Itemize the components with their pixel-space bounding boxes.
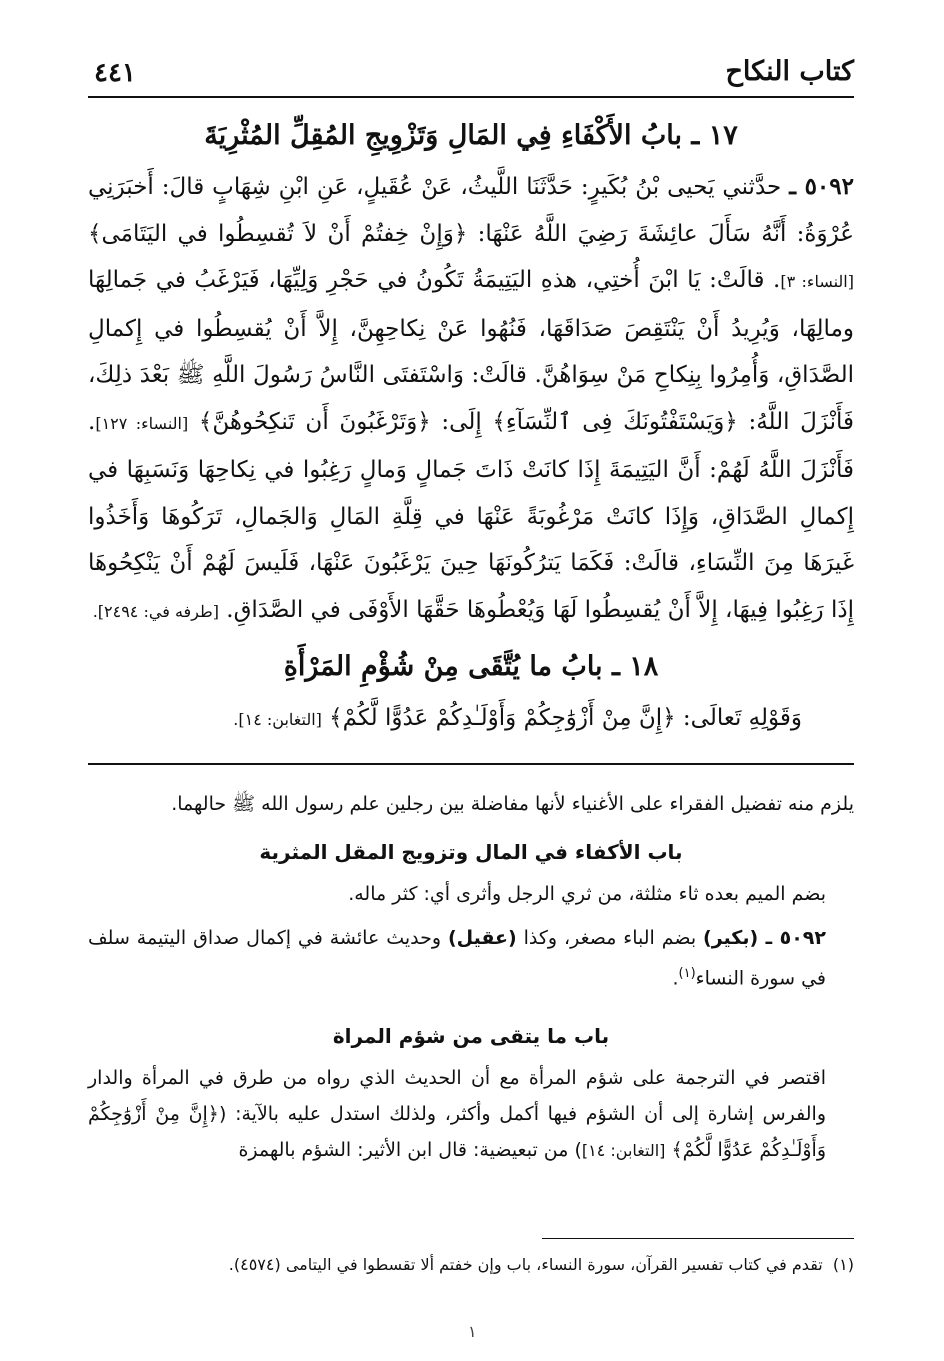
commentary xyxy=(88,786,854,1169)
narrator-bukayr: (بكير) xyxy=(703,927,759,949)
commentary-para-4-text-b: ) من تبعيضية: قال ابن الأثير: الشؤم بالهمزة xyxy=(238,1139,582,1162)
chapter-18-heading: ١٨ ـ بابُ ما يُتَّقَى مِنْ شُؤْمِ المَرْأَةِ xyxy=(283,651,659,682)
commentary-verse-ref: [التغابن: ١٤] xyxy=(581,1141,666,1161)
commentary-hadith-number: ٥٠٩٢ ـ xyxy=(758,927,826,949)
commentary-para-1: يلزم منه تفضيل الفقراء على الأغنياء لأنها مفاضلة بين رجلين علم رسول الله ﷺ حالهما. xyxy=(171,793,854,815)
page-number: ٤٤١ xyxy=(94,58,136,88)
verse-ref: [التغابن: ١٤]. xyxy=(233,710,322,729)
running-header xyxy=(88,52,854,98)
hadith-5092 xyxy=(88,164,854,635)
commentary-para-3: ٥٠٩٢ ـ (بكير) بضم الباء مصغر، وكذا (عقيل) وحديث عائشة في إكمال صداق اليتيمة سلف في سورة النساء$^{(١)}$. xyxy=(88,927,826,990)
main-text xyxy=(88,108,854,743)
hadith-text-c: . فَأَنْزَلَ اللَّهُ لَهُمْ: أَنَّ اليَتِيمَةَ إِذَا كانَتْ ذَاتَ جَمالٍ وَمالٍ رَغِبُوا في نِكاحِهَا وَنَسَبِهَا في إِكمالِ الصَّدَاقِ، وَإِذَا كانَتْ مَرْغُوبَةً عَنْهَا في قِلَّةِ المَالِ وَالجَمالِ، تَرَكُوهَا وَأَخَذُوا غَيرَهَا مِنَ النِّسَاءِ، قالَتْ: فَكَمَا يَترُكُونَهَا حِينَ يَرْغَبُونَ عَنْهَا، فَلَيسَ لَهُمْ أَنْ يَنْكِحُوهَا إِذَا رَغِبُوا فِيهَا، إِلاَّ أَنْ يُقسِطُوا لَهَا وَيُعْطُوهَا حَقَّهَا الأَوْفَى في الصَّدَاقِ. xyxy=(88,408,854,623)
hadith-number: ٥٠٩٢ ـ xyxy=(789,173,854,200)
commentary-para-3-rest: وحديث عائشة في إكمال صداق اليتيمة سلف في سورة النساء xyxy=(88,927,826,990)
commentary-para-4 xyxy=(88,1060,854,1169)
footnote-text: تقدم في كتاب تفسير القرآن، سورة النساء، باب وإن خفتم ألا تقسطوا في اليتامى (٤٥٧٤). xyxy=(228,1255,823,1274)
chapter-17-heading: ١٧ ـ بابُ الأَكْفَاءِ فِي المَالِ وَتَزْوِيجِ المُقِلِّ المُثْرِيَةَ xyxy=(204,120,738,151)
commentary-para-4-text-a: اقتصر في الترجمة على شؤم المرأة مع أن الحديث الذي رواه من طرق في المرأة والدار والفرس إشارة إلى أن الشؤم فيها أكمل وأكثر، ولذلك استدل عليه بالآية: (﴿إِنَّ مِنْ أَزْوَٰجِكُمْ وَأَوْلَـٰدِكُمْ عَدُوًّا لَّكُمْ﴾ xyxy=(88,1067,826,1162)
commentary-para-3-mid: بضم الباء مصغر، وكذا xyxy=(516,927,704,949)
book-title: كتاب النكاح xyxy=(725,56,854,87)
quran-ref-b: [النساء: ١٢٧] xyxy=(95,413,189,433)
page-mark: ١ xyxy=(468,1322,477,1341)
verse-text: وَقَوْلِهِ تَعالَى: ﴿إِنَّ مِنْ أَزْوَٰجِكُمْ وَأَوْلَـٰدِكُمْ عَدُوًّا لَّكُمْ﴾ xyxy=(321,705,802,731)
quran-ref-a: [النساء: ٣] xyxy=(780,272,854,291)
commentary-para-2: بضم الميم بعده ثاء مثلثة، من ثري الرجل وأثرى أي: كثر ماله. xyxy=(348,883,826,905)
footnote-divider xyxy=(542,1238,854,1239)
commentary-heading-2: باب ما يتقى من شؤم المراة xyxy=(332,1024,610,1049)
hadith-text-b: . قالَتْ: يَا ابْنَ أُختِي، هذهِ اليَتِيمَةُ تَكُونُ في حَجْرِ وَلِيِّهَا، فَيَرْغَبُ في جَمالِهَا ومالِهَا، وَيُرِيدُ أَنْ يَنْتَقِصَ صَدَاقَهَا، فَنُهُوا عَنْ نِكاحِهِنَّ، إِلاَّ أَنْ يُقسِطُوا في إِكمالِ الصَّدَاقِ، وَأُمِرُوا بِنِكاحِ مَنْ سِوَاهُنَّ. قالَتْ: وَاسْتَفتَى النَّاسُ رَسُولَ اللَّهِ ﷺ بَعْدَ ذلِكَ، فَأَنْزَلَ اللَّهُ: ﴿وَيَسْتَفْتُونَكَ فِى ٱلنِّسَآءِ﴾ إِلَى: ﴿وَتَرْغَبُونَ أَن تَنكِحُوهُنَّ﴾ xyxy=(88,267,854,435)
footnote-1 xyxy=(88,1250,854,1280)
hadith-text-a: حدَّثني يَحيى بْنُ بُكَيرٍ: حَدَّثَنَا اللَّيثُ، عَنْ عُقَيلٍ، عَنِ ابْنِ شِهَابٍ قالَ: أَخبَرَنِي عُرْوَةُ: أَنَّهُ سَأَلَ عائِشَةَ رَضِيَ اللَّهُ عَنْهَا: ﴿وَإِنْ خِفتُمْ أَنْ لاَ تُقسِطُوا في اليَتَامَى﴾ xyxy=(88,174,854,247)
narrator-uqayl: (عقيل) xyxy=(447,927,517,949)
commentary-heading-1: باب الأكفاء في المال وتزويج المقل المثرية xyxy=(259,840,683,864)
main-commentary-divider xyxy=(88,763,854,765)
chapter-18-verse xyxy=(88,695,854,743)
cross-ref: [طرفه في: ٢٤٩٤]. xyxy=(92,601,219,621)
footnote-marker: (١) xyxy=(678,966,696,981)
footnote-number: (١) xyxy=(832,1255,854,1274)
